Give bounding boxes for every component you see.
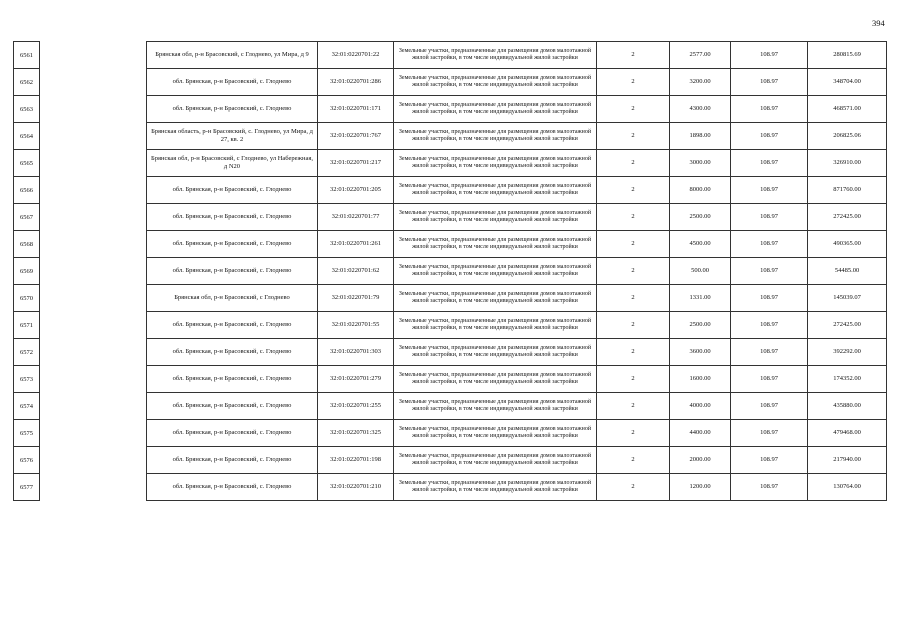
- cadastral-value-cell: 468571.00: [808, 96, 887, 123]
- row-number-cell: 6573: [14, 366, 40, 393]
- cadastral-value-cell: 206825.06: [808, 123, 887, 150]
- table-row: [147, 123, 887, 150]
- land-use-description-cell: Земельные участки, предназначенные для размещения домов малоэтажной жилой застройки, в том числе индивидуальной жилой застройки: [394, 96, 597, 123]
- cadastral-number-cell: 32:01:0220701:279: [318, 366, 394, 393]
- row-number-cell: 6568: [14, 231, 40, 258]
- land-plots-table: [146, 41, 887, 501]
- rate-cell: 108.97: [731, 96, 808, 123]
- table-row: [147, 474, 887, 501]
- group-cell: 2: [597, 474, 670, 501]
- group-cell: 2: [597, 258, 670, 285]
- address-cell: обл. Брянская, р-н Брасовский, с. Глоднево: [147, 474, 318, 501]
- table-row: [147, 312, 887, 339]
- row-number-cell: 6576: [14, 447, 40, 474]
- land-use-description-cell: Земельные участки, предназначенные для размещения домов малоэтажной жилой застройки, в том числе индивидуальной жилой застройки: [394, 447, 597, 474]
- table-row: [147, 150, 887, 177]
- row-number-row: [14, 231, 40, 258]
- table-row: [147, 420, 887, 447]
- cadastral-value-cell: 272425.00: [808, 204, 887, 231]
- row-number-cell: 6571: [14, 312, 40, 339]
- area-cell: 4000.00: [670, 393, 731, 420]
- address-cell: обл. Брянская, р-н Брасовский, с. Глоднево: [147, 204, 318, 231]
- group-cell: 2: [597, 177, 670, 204]
- rate-cell: 108.97: [731, 474, 808, 501]
- address-cell: обл. Брянская, р-н Брасовский, с. Глоднево: [147, 96, 318, 123]
- cadastral-number-cell: 32:01:0220701:210: [318, 474, 394, 501]
- area-cell: 2000.00: [670, 447, 731, 474]
- row-number-cell: 6564: [14, 123, 40, 150]
- area-cell: 500.00: [670, 258, 731, 285]
- area-cell: 4300.00: [670, 96, 731, 123]
- cadastral-number-cell: 32:01:0220701:286: [318, 69, 394, 96]
- land-use-description-cell: Земельные участки, предназначенные для размещения домов малоэтажной жилой застройки, в том числе индивидуальной жилой застройки: [394, 420, 597, 447]
- land-use-description-cell: Земельные участки, предназначенные для размещения домов малоэтажной жилой застройки, в том числе индивидуальной жилой застройки: [394, 123, 597, 150]
- area-cell: 2577.00: [670, 42, 731, 69]
- table-row: [147, 96, 887, 123]
- rate-cell: 108.97: [731, 150, 808, 177]
- cadastral-value-cell: 392292.00: [808, 339, 887, 366]
- row-number-row: [14, 177, 40, 204]
- table-row: [147, 69, 887, 96]
- cadastral-number-cell: 32:01:0220701:261: [318, 231, 394, 258]
- rate-cell: 108.97: [731, 42, 808, 69]
- land-use-description-cell: Земельные участки, предназначенные для размещения домов малоэтажной жилой застройки, в том числе индивидуальной жилой застройки: [394, 393, 597, 420]
- cadastral-number-cell: 32:01:0220701:79: [318, 285, 394, 312]
- cadastral-number-cell: 32:01:0220701:77: [318, 204, 394, 231]
- land-use-description-cell: Земельные участки, предназначенные для размещения домов малоэтажной жилой застройки, в том числе индивидуальной жилой застройки: [394, 231, 597, 258]
- group-cell: 2: [597, 339, 670, 366]
- address-cell: Брянская обл, р-н Брасовский, с Глоднево, ул Мира, д 9: [147, 42, 318, 69]
- row-number-row: [14, 339, 40, 366]
- group-cell: 2: [597, 447, 670, 474]
- group-cell: 2: [597, 123, 670, 150]
- land-use-description-cell: Земельные участки, предназначенные для размещения домов малоэтажной жилой застройки, в том числе индивидуальной жилой застройки: [394, 285, 597, 312]
- cadastral-number-cell: 32:01:0220701:55: [318, 312, 394, 339]
- area-cell: 3200.00: [670, 69, 731, 96]
- area-cell: 8000.00: [670, 177, 731, 204]
- cadastral-number-cell: 32:01:0220701:325: [318, 420, 394, 447]
- row-number-row: [14, 42, 40, 69]
- row-number-cell: 6562: [14, 69, 40, 96]
- row-number-row: [14, 474, 40, 501]
- group-cell: 2: [597, 204, 670, 231]
- table-row: [147, 258, 887, 285]
- row-number-cell: 6570: [14, 285, 40, 312]
- address-cell: обл. Брянская, р-н Брасовский, с. Глоднево: [147, 312, 318, 339]
- area-cell: 1331.00: [670, 285, 731, 312]
- address-cell: обл. Брянская, р-н Брасовский, с. Глоднево: [147, 366, 318, 393]
- table-row: [147, 447, 887, 474]
- cadastral-number-cell: 32:01:0220701:205: [318, 177, 394, 204]
- rate-cell: 108.97: [731, 393, 808, 420]
- group-cell: 2: [597, 96, 670, 123]
- cadastral-value-cell: 145039.07: [808, 285, 887, 312]
- area-cell: 3000.00: [670, 150, 731, 177]
- cadastral-number-cell: 32:01:0220701:198: [318, 447, 394, 474]
- rate-cell: 108.97: [731, 366, 808, 393]
- address-cell: обл. Брянская, р-н Брасовский, с. Глоднево: [147, 258, 318, 285]
- group-cell: 2: [597, 285, 670, 312]
- address-cell: обл. Брянская, р-н Брасовский, с. Глоднево: [147, 447, 318, 474]
- row-number-row: [14, 204, 40, 231]
- cadastral-number-cell: 32:01:0220701:255: [318, 393, 394, 420]
- cadastral-value-cell: 272425.00: [808, 312, 887, 339]
- row-number-row: [14, 258, 40, 285]
- rate-cell: 108.97: [731, 339, 808, 366]
- rate-cell: 108.97: [731, 177, 808, 204]
- rate-cell: 108.97: [731, 447, 808, 474]
- row-number-cell: 6567: [14, 204, 40, 231]
- cadastral-value-cell: 326910.00: [808, 150, 887, 177]
- row-number-column: [13, 41, 40, 501]
- cadastral-number-cell: 32:01:0220701:22: [318, 42, 394, 69]
- land-use-description-cell: Земельные участки, предназначенные для размещения домов малоэтажной жилой застройки, в том числе индивидуальной жилой застройки: [394, 177, 597, 204]
- row-number-row: [14, 285, 40, 312]
- cadastral-value-cell: 280815.69: [808, 42, 887, 69]
- address-cell: обл. Брянская, р-н Брасовский, с. Глоднево: [147, 177, 318, 204]
- row-number-row: [14, 312, 40, 339]
- rate-cell: 108.97: [731, 258, 808, 285]
- row-number-row: [14, 447, 40, 474]
- address-cell: обл. Брянская, р-н Брасовский, с. Глоднево: [147, 420, 318, 447]
- row-number-cell: 6566: [14, 177, 40, 204]
- group-cell: 2: [597, 312, 670, 339]
- address-cell: Брянская область, р-н Брасовский, с. Глоднево, ул Мира, д 27, кв. 2: [147, 123, 318, 150]
- area-cell: 2500.00: [670, 312, 731, 339]
- area-cell: 3600.00: [670, 339, 731, 366]
- group-cell: 2: [597, 420, 670, 447]
- table-row: [147, 204, 887, 231]
- land-use-description-cell: Земельные участки, предназначенные для размещения домов малоэтажной жилой застройки, в том числе индивидуальной жилой застройки: [394, 69, 597, 96]
- row-number-cell: 6561: [14, 42, 40, 69]
- address-cell: обл. Брянская, р-н Брасовский, с. Глоднево: [147, 393, 318, 420]
- table-row: [147, 393, 887, 420]
- table-row: [147, 42, 887, 69]
- rate-cell: 108.97: [731, 69, 808, 96]
- row-number-row: [14, 150, 40, 177]
- land-use-description-cell: Земельные участки, предназначенные для размещения домов малоэтажной жилой застройки, в том числе индивидуальной жилой застройки: [394, 366, 597, 393]
- row-number-row: [14, 69, 40, 96]
- table-row: [147, 366, 887, 393]
- row-number-row: [14, 123, 40, 150]
- rate-cell: 108.97: [731, 285, 808, 312]
- row-number-row: [14, 96, 40, 123]
- area-cell: 1600.00: [670, 366, 731, 393]
- cadastral-value-cell: 174352.00: [808, 366, 887, 393]
- area-cell: 4500.00: [670, 231, 731, 258]
- group-cell: 2: [597, 393, 670, 420]
- cadastral-value-cell: 217940.00: [808, 447, 887, 474]
- cadastral-value-cell: 54485.00: [808, 258, 887, 285]
- row-number-cell: 6563: [14, 96, 40, 123]
- area-cell: 4400.00: [670, 420, 731, 447]
- rate-cell: 108.97: [731, 204, 808, 231]
- rate-cell: 108.97: [731, 231, 808, 258]
- address-cell: обл. Брянская, р-н Брасовский, с. Глоднево: [147, 339, 318, 366]
- area-cell: 1898.00: [670, 123, 731, 150]
- page-number: 394: [872, 18, 885, 28]
- row-number-row: [14, 393, 40, 420]
- cadastral-value-cell: 479468.00: [808, 420, 887, 447]
- cadastral-value-cell: 871760.00: [808, 177, 887, 204]
- row-number-cell: 6572: [14, 339, 40, 366]
- area-cell: 2500.00: [670, 204, 731, 231]
- row-number-cell: 6565: [14, 150, 40, 177]
- address-cell: Брянская обл, р-н Брасовский, с Глоднево, ул Набережная, д N20: [147, 150, 318, 177]
- table-row: [147, 285, 887, 312]
- land-use-description-cell: Земельные участки, предназначенные для размещения домов малоэтажной жилой застройки, в том числе индивидуальной жилой застройки: [394, 204, 597, 231]
- cadastral-number-cell: 32:01:0220701:217: [318, 150, 394, 177]
- table-row: [147, 339, 887, 366]
- cadastral-number-cell: 32:01:0220701:171: [318, 96, 394, 123]
- row-number-row: [14, 420, 40, 447]
- group-cell: 2: [597, 69, 670, 96]
- row-number-cell: 6577: [14, 474, 40, 501]
- cadastral-number-cell: 32:01:0220701:62: [318, 258, 394, 285]
- rate-cell: 108.97: [731, 420, 808, 447]
- rate-cell: 108.97: [731, 312, 808, 339]
- cadastral-value-cell: 435880.00: [808, 393, 887, 420]
- land-use-description-cell: Земельные участки, предназначенные для размещения домов малоэтажной жилой застройки, в том числе индивидуальной жилой застройки: [394, 150, 597, 177]
- group-cell: 2: [597, 231, 670, 258]
- row-number-cell: 6574: [14, 393, 40, 420]
- row-number-cell: 6575: [14, 420, 40, 447]
- cadastral-value-cell: 348704.00: [808, 69, 887, 96]
- cadastral-value-cell: 490365.00: [808, 231, 887, 258]
- area-cell: 1200.00: [670, 474, 731, 501]
- group-cell: 2: [597, 150, 670, 177]
- group-cell: 2: [597, 366, 670, 393]
- land-use-description-cell: Земельные участки, предназначенные для размещения домов малоэтажной жилой застройки, в том числе индивидуальной жилой застройки: [394, 312, 597, 339]
- land-use-description-cell: Земельные участки, предназначенные для размещения домов малоэтажной жилой застройки, в том числе индивидуальной жилой застройки: [394, 339, 597, 366]
- row-number-row: [14, 366, 40, 393]
- table-row: [147, 177, 887, 204]
- row-number-cell: 6569: [14, 258, 40, 285]
- address-cell: обл. Брянская, р-н Брасовский, с. Глоднево: [147, 69, 318, 96]
- address-cell: Брянская обл, р-н Брасовский, с Глоднево: [147, 285, 318, 312]
- land-use-description-cell: Земельные участки, предназначенные для размещения домов малоэтажной жилой застройки, в том числе индивидуальной жилой застройки: [394, 474, 597, 501]
- table-row: [147, 231, 887, 258]
- group-cell: 2: [597, 42, 670, 69]
- address-cell: обл. Брянская, р-н Брасовский, с. Глоднево: [147, 231, 318, 258]
- cadastral-number-cell: 32:01:0220701:767: [318, 123, 394, 150]
- land-use-description-cell: Земельные участки, предназначенные для размещения домов малоэтажной жилой застройки, в том числе индивидуальной жилой застройки: [394, 258, 597, 285]
- cadastral-number-cell: 32:01:0220701:303: [318, 339, 394, 366]
- land-use-description-cell: Земельные участки, предназначенные для размещения домов малоэтажной жилой застройки, в том числе индивидуальной жилой застройки: [394, 42, 597, 69]
- cadastral-value-cell: 130764.00: [808, 474, 887, 501]
- rate-cell: 108.97: [731, 123, 808, 150]
